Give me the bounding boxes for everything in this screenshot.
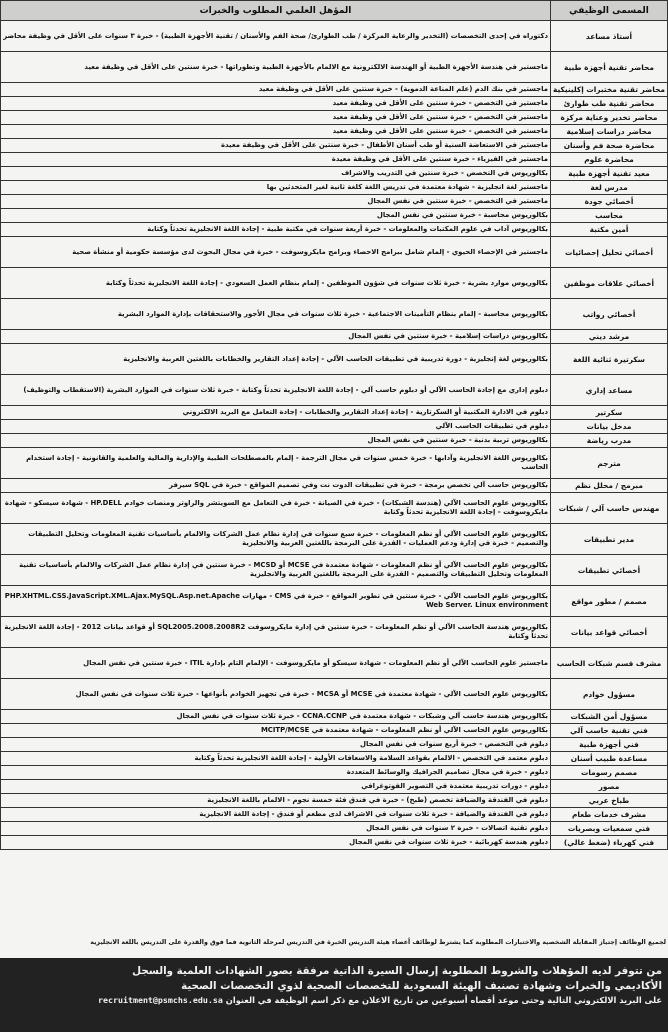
job-title-cell: فني أجهزة طبية [551,738,668,752]
qualification-cell: بكالوريوس هندسة الحاسب الآلي أو نظم المعلومات - خبرة سنتين في إدارة مايكروسوفت SQL2005.2008.2008R2 أو قواعد بيانات 2012 - إجادة اللغة الانجليزية تحدثاً وكتابة [1,617,551,648]
job-title-cell: مسؤول خوادم [551,679,668,710]
qualification-cell: دبلوم في التخصص - خبرة أربع سنوات في نفس المجال [1,738,551,752]
table-row [1,330,668,344]
table-row [1,375,668,406]
job-title-cell: محاضرة صحة فم وأسنان [551,139,668,153]
qualification-cell: ماجستير في الاستعاضة السنية أو طب أسنان الأطفال - خبرة سنتين على الأقل في وظيفة معيدة [1,139,551,153]
table-row [1,420,668,434]
job-title-cell: مسؤول أمن الشبكات [551,710,668,724]
table-row [1,83,668,97]
table-row [1,555,668,586]
qualification-cell: بكالوريوس علوم الحاسب الآلي - خبرة سنتين في تطوير المواقع - خبرة في CMS - مهارات PHP.XHTML.CSS.JavaScript.XML.Ajax.MySQL.Asp.net.Apache Web Server. Linux environment [1,586,551,617]
job-title-cell: أخصائي علاقات موظفين [551,268,668,299]
table-row [1,479,668,493]
qualification-cell: ماجستير في التخصص - خبرة سنتين على الأقل في وظيفة معيد [1,125,551,139]
qualification-cell: بكالوريوس علوم الحاسب الآلي أو نظم المعلومات - شهادة معتمدة في MCITP/MCSE [1,724,551,738]
job-title-cell: معيد تقنية أجهزة طبية [551,167,668,181]
application-banner [0,958,668,1032]
table-row [1,21,668,52]
table-row [1,139,668,153]
banner-line-1: من تتوفر لديه المؤهلات والشروط المطلوبة إرسال السيرة الذاتية مرفقة بصور الشهادات العلمية والسجل [132,965,662,977]
jobs-table-body [1,21,668,850]
qualification-cell: بكالوريوس هندسة حاسب آلي وشبكات - شهادة معتمدة في CCNA.CCNP - خبرة ثلاث سنوات في نفس المجال [1,710,551,724]
job-title-cell: مبرمج / محلل نظم [551,479,668,493]
qualification-cell: ماجستير لغة انجليزية - شهادة معتمدة في تدريس اللغة كلغة ثانية لغير المتحدثين بها [1,181,551,195]
table-row [1,794,668,808]
banner-instructions: على البريد الالكتروني التالية وحتى موعد أقصاه أسبوعين من تاريخ الاعلان مع ذكر اسم الوظيفة في العنوان [225,995,662,1005]
qualification-cell: ماجستير في التخصص - خبرة سنتين على الأقل في وظيفة معيد [1,111,551,125]
table-row [1,52,668,83]
table-row [1,738,668,752]
qualification-cell: دبلوم معتمد في التخصص - الالمام بقواعد السلامة والاسعافات الأولية - إجادة اللغة الانجليزية تحدثاً وكتابة [1,752,551,766]
qualification-cell: ماجستير في التخصص - خبرة سنتين في نفس المجال [1,195,551,209]
qualification-cell: دبلوم في الفندقة والضيافة - خبرة ثلاث سنوات في الاشراف لدى مطعم أو فندق - إجادة اللغة الانجليزية [1,808,551,822]
table-row [1,448,668,479]
table-row [1,808,668,822]
job-title-cell: محاضر تخدير وعناية مركزة [551,111,668,125]
job-title-cell: مدرب رياضة [551,434,668,448]
qualification-cell: بكالوريوس علوم الحاسب الآلي أو نظم المعلومات - شهادة معتمدة في MCSE أو MCSD - خبرة سنتين في إدارة نظام عمل الشركات والالمام بأساسيات تقنية المعلومات وتحليل التطبيقات والتصميم - القدرة على البرمجة باللغتين العربية والانجليزية [1,555,551,586]
table-row [1,724,668,738]
qualification-cell: بكالوريوس اللغة الانجليزية وآدابها - خبرة خمس سنوات في مجال الترجمة - إلمام بالمصطلحات الطبية والإدارية والمالية والعلمية والقانونية - إجادة استخدام الحاسب [1,448,551,479]
table-row [1,586,668,617]
job-title-cell: مدير تطبيقات [551,524,668,555]
job-title-cell: مصمم رسومات [551,766,668,780]
table-row [1,822,668,836]
table-row [1,406,668,420]
qualification-cell: بكالوريوس علوم الحاسب الآلي - شهادة معتمدة في MCSE أو MCSA - خبرة في تجهيز الخوادم بأنواعها - خبرة ثلاث سنوات في نفس المجال [1,679,551,710]
banner-line-3 [6,994,662,1007]
header-qualification: المؤهل العلمي المطلوب والخبرات [1,1,551,21]
job-title-cell: سكرتير [551,406,668,420]
job-title-cell: سكرتيرة ثنائية اللغة [551,344,668,375]
job-title-cell: أخصائي تطبيقات [551,555,668,586]
banner-line-2: الأكاديمي والخبرات وشهادة تصنيف الهيئة السعودية للتخصصات الصحية لذوي التخصصات الصحية [181,980,662,992]
qualification-cell: ماجستير في بنك الدم (علم المناعة الدموية) - خبرة سنتين على الأقل في وظيفة معيد [1,83,551,97]
qualification-cell: دبلوم - خبرة في مجال تصاميم الجرافيك والوسائط المتعددة [1,766,551,780]
job-title-cell: فني تقنية حاسب آلي [551,724,668,738]
job-title-cell: مصمم / مطور مواقع [551,586,668,617]
table-row [1,97,668,111]
job-title-cell: أخصائي قواعد بيانات [551,617,668,648]
job-title-cell: محاضر تقنية طب طوارئ [551,97,668,111]
job-title-cell: أخصائي جودة [551,195,668,209]
table-row [1,167,668,181]
job-title-cell: طباخ عربي [551,794,668,808]
table-header-row [1,1,668,21]
job-title-cell: مصور [551,780,668,794]
job-title-cell: أمين مكتبة [551,223,668,237]
qualification-cell: بكالوريوس موارد بشرية - خبرة ثلاث سنوات في شؤون الموظفين - إلمام بنظام العمل السعودي - إجادة اللغة الانجليزية تحدثاً وكتابة [1,268,551,299]
requirements-notice: لجميع الوظائف إجتياز المقابلة الشخصية والاختبارات المطلوبة كما يشترط لوظائف أعضاء هيئة التدريس الخبرة في التدريس لمرحلة الثانوية فما فوق والقدرة على التدريس باللغة الانجليزية [90,939,666,946]
table-row [1,195,668,209]
qualification-cell: دبلوم - دورات تدريبية معتمدة في التصوير الفوتوغرافي [1,780,551,794]
table-row [1,153,668,167]
job-title-cell: أستاذ مساعد [551,21,668,52]
table-row [1,299,668,330]
table-row [1,209,668,223]
job-title-cell: فني كهرباء (ضغط عالي) [551,836,668,850]
table-row [1,766,668,780]
qualification-cell: دكتوراه في إحدى التخصصات (التخدير والرعاية المركزة / طب الطوارئ/ صحة الفم والأسنان / تقنية الأجهزة الطبية) - خبرة ٣ سنوات على الأقل في وظيفة محاضر [1,21,551,52]
table-row [1,493,668,524]
table-row [1,836,668,850]
job-title-cell: مشرف قسم شبكات الحاسب [551,648,668,679]
table-row [1,648,668,679]
job-title-cell: مشرف خدمات طعام [551,808,668,822]
table-row [1,752,668,766]
table-row [1,524,668,555]
qualification-cell: دبلوم هندسة كهربائية - خبرة ثلاث سنوات في نفس المجال [1,836,551,850]
qualification-cell: بكالوريوس تربية بدنية - خبرة سنتين في نفس المجال [1,434,551,448]
qualification-cell: بكالوريوس محاسبة - خبرة سنتين في نفس المجال [1,209,551,223]
job-title-cell: مساعدة طبيب أسنان [551,752,668,766]
job-title-cell: مهندس حاسب آلي / شبكات [551,493,668,524]
qualification-cell: دبلوم إداري مع إجادة الحاسب الآلي أو دبلوم حاسب آلي - إجادة اللغة الانجليزية تحدثاً وكتابة - خبرة ثلاث سنوات في الموارد البشرية (الاستقطاب والتوظيف) [1,375,551,406]
qualification-cell: ماجستير في هندسة الأجهزة الطبية أو الهندسة الالكترونية مع الالمام بالأجهزة الطبية وتطوراتها - خبرة سنتين على الأقل في وظيفة معيد [1,52,551,83]
table-row [1,111,668,125]
table-row [1,181,668,195]
table-row [1,617,668,648]
job-title-cell: مترجم [551,448,668,479]
table-row [1,237,668,268]
qualification-cell: دبلوم في تطبيقات الحاسب الآلي [1,420,551,434]
qualification-cell: بكالوريوس آداب في علوم المكتبات والمعلومات - خبرة أربعة سنوات في مكتبة طبية - إجادة اللغة الانجليزية تحدثاً وكتابة [1,223,551,237]
job-title-cell: مدرس لغة [551,181,668,195]
job-title-cell: أخصائي رواتب [551,299,668,330]
table-row [1,125,668,139]
qualification-cell: بكالوريوس محاسبة - إلمام بنظام التأمينات الاجتماعية - خبرة ثلاث سنوات في مجال الأجور والاستحقاقات بإدارة الموارد البشرية [1,299,551,330]
table-row [1,223,668,237]
recruitment-email-link[interactable]: recruitment@psmchs.edu.sa [97,995,223,1005]
header-job-title: المسمى الوظيفي [551,1,668,21]
job-title-cell: محاسب [551,209,668,223]
qualification-cell: ماجستير في الفيزياء - خبرة سنتين على الأقل في وظيفة معيدة [1,153,551,167]
qualification-cell: دبلوم في الفندقة والضيافة تخصص (طبخ) - خبرة في فندق فئة خمسة نجوم - الالمام باللغة الانجليزية [1,794,551,808]
qualification-cell: بكالوريوس لغة إنجليزية - دورة تدريبية في تطبيقات الحاسب الآلي - إجادة إعداد التقارير والخطابات باللغتين العربية والانجليزية [1,344,551,375]
job-title-cell: مرشد ديني [551,330,668,344]
qualification-cell: ماجستير علوم الحاسب الآلي أو نظم المعلومات - شهادة سيسكو أو مايكروسوفت - الإلمام التام بإدارة ITIL - خبرة سنتين في نفس المجال [1,648,551,679]
job-title-cell: محاضر تقنية أجهزة طبية [551,52,668,83]
table-row [1,344,668,375]
table-row [1,780,668,794]
qualification-cell: بكالوريوس علوم الحاسب الآلي (هندسة الشبكات) - خبرة في الصيانة - خبرة في التعامل مع السويتشر والراوتر ومنصات خوادم HP.DELL - شهادة سيسكو - شهادة مايكروسوفت - إجادة اللغة الانجليزية تحدثاً وكتابة [1,493,551,524]
job-title-cell: مساعد إداري [551,375,668,406]
table-row [1,434,668,448]
qualification-cell: ماجستير في الإحصاء الحيوي - إلمام شامل ببرامج الاحصاء وبرامج مايكروسوفت - خبرة في مجال البحوث لدى مؤسسة حكومية أو منشأة صحية [1,237,551,268]
job-title-cell: محاضر تقنية مختبرات إكلينيكية [551,83,668,97]
job-title-cell: أخصائي تحليل إحصائيات [551,237,668,268]
qualification-cell: بكالوريوس علوم الحاسب الآلي أو نظم المعلومات - خبرة سبع سنوات في إدارة نظام عمل الشركات والالمام بأساسيات تقنية المعلومات وتحليل التطبيقات والتصميم - خبرة في إدارة ودعم العمليات - القدرة على البرمجة باللغتين العربية والانجليزية [1,524,551,555]
job-title-cell: محاضرة علوم [551,153,668,167]
job-title-cell: محاضر دراسات إسلامية [551,125,668,139]
qualification-cell: بكالوريوس في التخصص - خبرة سنتين في التدريب والاشراف [1,167,551,181]
table-row [1,679,668,710]
job-title-cell: فني سمعيات وبصريات [551,822,668,836]
qualification-cell: دبلوم في الادارة المكتبية أو السكرتارية - إجادة إعداد التقارير والخطابات - إجادة التعامل مع البريد الالكتروني [1,406,551,420]
job-title-cell: مدخل بيانات [551,420,668,434]
qualification-cell: دبلوم تقنية اتصالات - خبرة ٢ سنوات في نفس المجال [1,822,551,836]
qualification-cell: بكالوريوس حاسب آلي تخصص برمجة - خبرة في تطبيقات الدوت نت وفي تصميم المواقع - خبرة في SQL سيرفر [1,479,551,493]
qualification-cell: بكالوريوس دراسات إسلامية - خبرة سنتين في نفس المجال [1,330,551,344]
table-row [1,268,668,299]
table-row [1,710,668,724]
qualification-cell: ماجستير في التخصص - خبرة سنتين على الأقل في وظيفة معيد [1,97,551,111]
